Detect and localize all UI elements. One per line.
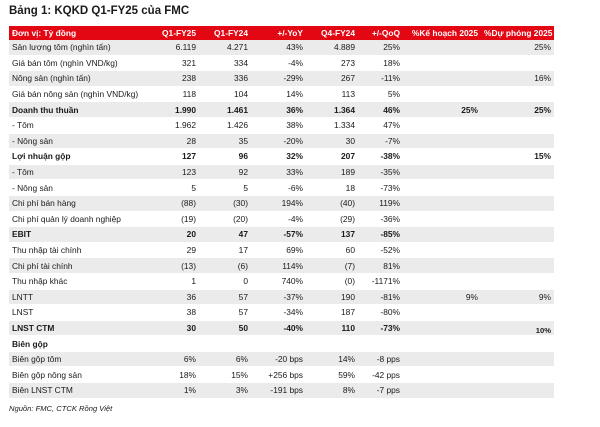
q1-fy25-value: 6%	[147, 351, 199, 367]
table-row	[9, 117, 554, 133]
table-row	[9, 289, 554, 305]
yoy-value: -37%	[251, 289, 306, 305]
q1-fy24-value: (6)	[199, 258, 251, 274]
table-header-row	[9, 26, 554, 40]
q4-fy24-value: 273	[306, 55, 358, 71]
qoq-value: -73%	[358, 320, 403, 336]
row-label: Nông sản (nghìn tấn)	[9, 71, 147, 87]
q1-fy24-value: 47	[199, 227, 251, 243]
plan-2025-value: 25%	[403, 102, 481, 118]
plan-2025-value	[403, 164, 481, 180]
qoq-value: 119%	[358, 195, 403, 211]
row-label: - Tôm	[9, 117, 147, 133]
row-label: - Nông sản	[9, 133, 147, 149]
q1-fy24-value: 1.426	[199, 117, 251, 133]
yoy-value	[251, 336, 306, 352]
forecast-2025-value	[481, 86, 554, 102]
forecast-2025-value	[481, 367, 554, 383]
q1-fy25-value: (88)	[147, 195, 199, 211]
row-label: - Nông sản	[9, 180, 147, 196]
table-row	[9, 164, 554, 180]
header-q1-fy25: Q1-FY25	[147, 26, 199, 40]
row-label: Giá bán nông sản (nghìn VND/kg)	[9, 86, 147, 102]
row-label: Biên gộp tôm	[9, 351, 147, 367]
results-table	[9, 26, 554, 399]
yoy-value: 33%	[251, 164, 306, 180]
q4-fy24-value	[306, 336, 358, 352]
header-q4-fy24: Q4-FY24	[306, 26, 358, 40]
yoy-value: -20%	[251, 133, 306, 149]
table-row	[9, 367, 554, 383]
header-forecast-2025: %Dự phóng 2025	[481, 26, 554, 40]
q1-fy24-value: 6%	[199, 351, 251, 367]
qoq-value: -8 pps	[358, 351, 403, 367]
qoq-value: -52%	[358, 242, 403, 258]
forecast-2025-value	[481, 242, 554, 258]
qoq-value: -1171%	[358, 273, 403, 289]
forecast-2025-value: 16%	[481, 71, 554, 87]
q1-fy25-value: 1%	[147, 383, 199, 399]
q1-fy25-value: 238	[147, 71, 199, 87]
q1-fy25-value: 6.119	[147, 40, 199, 55]
forecast-2025-value	[481, 227, 554, 243]
plan-2025-value	[403, 149, 481, 165]
table-row	[9, 242, 554, 258]
yoy-value: -40%	[251, 320, 306, 336]
yoy-value: -191 bps	[251, 383, 306, 399]
q4-fy24-value: 110	[306, 320, 358, 336]
q4-fy24-value: 59%	[306, 367, 358, 383]
forecast-2025-value	[481, 180, 554, 196]
table-row	[9, 258, 554, 274]
header-unit: Đơn vị: Tỷ đồng	[9, 26, 147, 40]
yoy-value: 740%	[251, 273, 306, 289]
plan-2025-value	[403, 133, 481, 149]
yoy-value: 194%	[251, 195, 306, 211]
q1-fy24-value: 3%	[199, 383, 251, 399]
forecast-2025-value	[481, 336, 554, 352]
plan-2025-value	[403, 227, 481, 243]
yoy-value: 43%	[251, 40, 306, 55]
row-label: Thu nhập khác	[9, 273, 147, 289]
q1-fy25-value: 18%	[147, 367, 199, 383]
q1-fy25-value: 28	[147, 133, 199, 149]
forecast-2025-value	[481, 195, 554, 211]
q4-fy24-value: (7)	[306, 258, 358, 274]
q1-fy24-value: 0	[199, 273, 251, 289]
table-row	[9, 55, 554, 71]
q1-fy24-value: (20)	[199, 211, 251, 227]
table-row	[9, 305, 554, 321]
plan-2025-value	[403, 55, 481, 71]
plan-2025-value	[403, 383, 481, 399]
q4-fy24-value: 18	[306, 180, 358, 196]
row-label: Biên LNST CTM	[9, 383, 147, 399]
q1-fy24-value: 92	[199, 164, 251, 180]
q4-fy24-value: 60	[306, 242, 358, 258]
q1-fy25-value: 29	[147, 242, 199, 258]
qoq-value: -35%	[358, 164, 403, 180]
forecast-2025-value	[481, 164, 554, 180]
table-row	[9, 149, 554, 165]
plan-2025-value	[403, 86, 481, 102]
qoq-value: 47%	[358, 117, 403, 133]
qoq-value: -42 pps	[358, 367, 403, 383]
plan-2025-value	[403, 40, 481, 55]
plan-2025-value	[403, 211, 481, 227]
qoq-value: -73%	[358, 180, 403, 196]
forecast-2025-value: 9%	[481, 289, 554, 305]
forecast-2025-value	[481, 133, 554, 149]
qoq-value: -81%	[358, 289, 403, 305]
row-label: Thu nhập tài chính	[9, 242, 147, 258]
q1-fy24-value: 336	[199, 71, 251, 87]
q4-fy24-value: (0)	[306, 273, 358, 289]
q4-fy24-value: 1.334	[306, 117, 358, 133]
plan-2025-value	[403, 71, 481, 87]
q4-fy24-value: 4.889	[306, 40, 358, 55]
plan-2025-value	[403, 273, 481, 289]
q1-fy25-value	[147, 336, 199, 352]
yoy-value: 32%	[251, 149, 306, 165]
q1-fy25-value: 123	[147, 164, 199, 180]
qoq-value	[358, 336, 403, 352]
yoy-value: -29%	[251, 71, 306, 87]
table-row	[9, 351, 554, 367]
q1-fy24-value: 104	[199, 86, 251, 102]
row-label: Chi phí bán hàng	[9, 195, 147, 211]
qoq-value: -85%	[358, 227, 403, 243]
yoy-value: 36%	[251, 102, 306, 118]
forecast-2025-value	[481, 258, 554, 274]
q1-fy24-value: 4.271	[199, 40, 251, 55]
yoy-value: 114%	[251, 258, 306, 274]
header-qoq: +/-QoQ	[358, 26, 403, 40]
q1-fy24-value: 17	[199, 242, 251, 258]
q4-fy24-value: 187	[306, 305, 358, 321]
q4-fy24-value: 267	[306, 71, 358, 87]
q1-fy25-value: 1.962	[147, 117, 199, 133]
qoq-value: -7%	[358, 133, 403, 149]
forecast-2025-value: 15%	[481, 149, 554, 165]
q4-fy24-value: 113	[306, 86, 358, 102]
row-label: LNST	[9, 305, 147, 321]
plan-2025-value	[403, 117, 481, 133]
table-row	[9, 195, 554, 211]
q1-fy24-value: 1.461	[199, 102, 251, 118]
forecast-2025-value: 25%	[481, 40, 554, 55]
plan-2025-value	[403, 180, 481, 196]
table-row	[9, 180, 554, 196]
forecast-2025-value	[481, 351, 554, 367]
table-row	[9, 320, 554, 336]
yoy-value: -6%	[251, 180, 306, 196]
q4-fy24-value: 190	[306, 289, 358, 305]
q1-fy24-value: 334	[199, 55, 251, 71]
header-q1-fy24: Q1-FY24	[199, 26, 251, 40]
row-label: Giá bán tôm (nghìn VND/kg)	[9, 55, 147, 71]
yoy-value: -4%	[251, 55, 306, 71]
q4-fy24-value: 1.364	[306, 102, 358, 118]
table-row	[9, 40, 554, 55]
yoy-value: -4%	[251, 211, 306, 227]
q4-fy24-value: 207	[306, 149, 358, 165]
table-title: Bảng 1: KQKD Q1-FY25 của FMC	[9, 5, 190, 17]
row-label: Lợi nhuận gộp	[9, 149, 147, 165]
table-row	[9, 273, 554, 289]
table-row	[9, 336, 554, 352]
row-label: LNTT	[9, 289, 147, 305]
q1-fy25-value: (19)	[147, 211, 199, 227]
qoq-value: 25%	[358, 40, 403, 55]
source-note: Nguồn: FMC, CTCK Rồng Việt	[9, 404, 113, 413]
plan-2025-value	[403, 305, 481, 321]
header-plan-2025: %Kế hoạch 2025	[403, 26, 481, 40]
forecast-2025-value: 25%	[481, 102, 554, 118]
q4-fy24-value: 14%	[306, 351, 358, 367]
q1-fy24-value: 57	[199, 305, 251, 321]
row-label: Chi phí tài chính	[9, 258, 147, 274]
table-row	[9, 102, 554, 118]
forecast-2025-value	[481, 211, 554, 227]
yoy-value: 14%	[251, 86, 306, 102]
row-label: Sản lượng tôm (nghìn tấn)	[9, 40, 147, 55]
forecast-2025-value	[481, 383, 554, 399]
table-row	[9, 71, 554, 87]
forecast-2025-value	[481, 117, 554, 133]
q1-fy25-value: 38	[147, 305, 199, 321]
q1-fy25-value: 321	[147, 55, 199, 71]
qoq-value: -80%	[358, 305, 403, 321]
table-body	[9, 40, 554, 398]
plan-2025-value	[403, 367, 481, 383]
q1-fy25-value: 20	[147, 227, 199, 243]
q1-fy25-value: 30	[147, 320, 199, 336]
row-label: - Tôm	[9, 164, 147, 180]
row-label: EBIT	[9, 227, 147, 243]
qoq-value: -38%	[358, 149, 403, 165]
q1-fy25-value: 36	[147, 289, 199, 305]
q4-fy24-value: (29)	[306, 211, 358, 227]
qoq-value: 46%	[358, 102, 403, 118]
q1-fy25-value: 118	[147, 86, 199, 102]
q1-fy25-value: 127	[147, 149, 199, 165]
row-label: LNST CTM	[9, 320, 147, 336]
q4-fy24-value: 137	[306, 227, 358, 243]
yoy-value: -20 bps	[251, 351, 306, 367]
q4-fy24-value: (40)	[306, 195, 358, 211]
table-row	[9, 227, 554, 243]
qoq-value: -11%	[358, 71, 403, 87]
plan-2025-value	[403, 336, 481, 352]
forecast-2025-value: 10%	[481, 320, 554, 336]
plan-2025-value	[403, 258, 481, 274]
qoq-value: -36%	[358, 211, 403, 227]
q1-fy24-value: 50	[199, 320, 251, 336]
plan-2025-value	[403, 351, 481, 367]
row-label: Doanh thu thuần	[9, 102, 147, 118]
yoy-value: 38%	[251, 117, 306, 133]
forecast-2025-value	[481, 55, 554, 71]
plan-2025-value	[403, 320, 481, 336]
q1-fy24-value	[199, 336, 251, 352]
q4-fy24-value: 189	[306, 164, 358, 180]
yoy-value: +256 bps	[251, 367, 306, 383]
forecast-2025-value	[481, 305, 554, 321]
forecast-2025-value	[481, 273, 554, 289]
row-label: Biên gộp	[9, 336, 147, 352]
row-label: Biên gộp nông sản	[9, 367, 147, 383]
q1-fy25-value: 5	[147, 180, 199, 196]
q1-fy25-value: 1.990	[147, 102, 199, 118]
q1-fy24-value: 15%	[199, 367, 251, 383]
yoy-value: 69%	[251, 242, 306, 258]
plan-2025-value	[403, 242, 481, 258]
qoq-value: 81%	[358, 258, 403, 274]
q1-fy25-value: (13)	[147, 258, 199, 274]
q1-fy24-value: 5	[199, 180, 251, 196]
q1-fy24-value: (30)	[199, 195, 251, 211]
qoq-value: -7 pps	[358, 383, 403, 399]
qoq-value: 18%	[358, 55, 403, 71]
q1-fy24-value: 96	[199, 149, 251, 165]
row-label: Chi phí quản lý doanh nghiệp	[9, 211, 147, 227]
header-yoy: +/-YoY	[251, 26, 306, 40]
yoy-value: -57%	[251, 227, 306, 243]
plan-2025-value: 9%	[403, 289, 481, 305]
qoq-value: 5%	[358, 86, 403, 102]
yoy-value: -34%	[251, 305, 306, 321]
table-row	[9, 86, 554, 102]
q4-fy24-value: 8%	[306, 383, 358, 399]
table-row	[9, 211, 554, 227]
q1-fy24-value: 35	[199, 133, 251, 149]
q1-fy25-value: 1	[147, 273, 199, 289]
q4-fy24-value: 30	[306, 133, 358, 149]
q1-fy24-value: 57	[199, 289, 251, 305]
plan-2025-value	[403, 195, 481, 211]
table-row	[9, 383, 554, 399]
table-row	[9, 133, 554, 149]
